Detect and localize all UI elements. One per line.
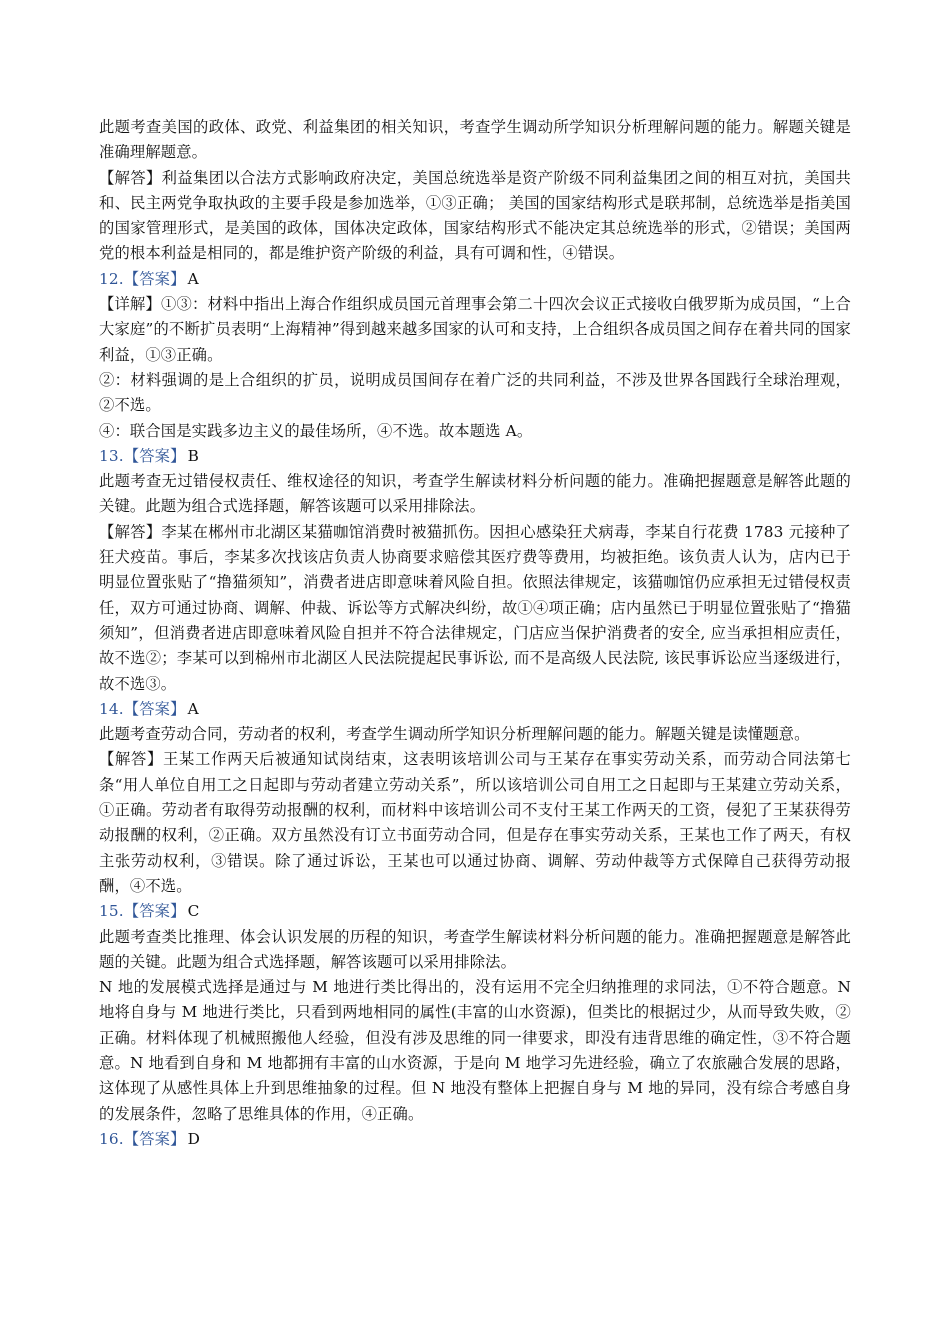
question-number: 12. (99, 269, 124, 288)
question-number: 15. (99, 902, 124, 921)
paragraph: 【详解】①③：材料中指出上海合作组织成员国元首理事会第二十四次会议正式接收白俄罗斯为成员国，“上合大家庭”的不断扩员表明“上海精神”得到越来越多国家的认可和支持，上合组织各成员国之间存在着共同的国家利益，①③正确。 (99, 295, 851, 364)
paragraph: ④：联合国是实践多边主义的最佳场所，④不选。故本题选 A。 (99, 421, 533, 440)
paragraph: 【解答】李某在郴州市北湖区某猫咖馆消费时被猫抓伤。因担心感染狂犬病毒，李某自行花费 1783 元接种了狂犬疫苗。事后，李某多次找该店负责人协商要求赔偿其医疗费等费用，均被拒绝。该负责人认为，店内已于明显位置张贴了“撸猫须知”，消费者进店即意味着风险自担。依照法律规定，该猫咖馆仍应承担无过错侵权责任，双方可通过协商、调解、仲裁、诉讼等方式解决纠纷，故①④项正确；店内虽然已于明显位置张贴了“撸猫须知”，但消费者进店即意味着风险自担并不符合法律规定，门店应当保护消费者的安全, 应当承担相应责任，故不选②；李某可以到棉州市北湖区人民法院提起民事诉讼, 而不是高级人民法院, 该民事诉讼应当逐级进行，故不选③。 (99, 522, 851, 693)
answer-value: A (187, 699, 199, 718)
paragraph: N 地的发展模式选择是通过与 M 地进行类比得出的，没有运用不完全归纳推理的求同法，①不符合题意。N 地将自身与 M 地进行类比，只看到两地相同的属性(丰富的山水资源)，但类比的根据过少，从而导致失败，②正确。材料体现了机械照搬他人经验，但没有涉及思维的同一律要求，即没有违背思维的确定性，③不符合题意。N 地看到自身和 M 地都拥有丰富的山水资源，于是向 M 地学习先进经验，确立了农旅融合发展的思路，这体现了从感性具体上升到思维抽象的过程。但 N 地没有整体上把握自身与 M 地的异同，没有综合考感自身的发展条件，忽略了思维具体的作用，④正确。 (99, 978, 851, 1123)
paragraph: 【解答】利益集团以合法方式影响政府决定，美国总统选举是资产阶级不同利益集团之间的相互对抗，美国共和、民主两党争取执政的主要手段是参加选举，①③正确； 美国的国家结构形式是联邦制，总统选举是指美国的国家管理形式，是美国的政体，国体决定政体，国家结构形式不能决定其总统选举的形式，②错误；美国两党的根本利益是相同的，都是维护资产阶级的利益，具有可调和性，④错误。 (99, 168, 851, 263)
question-12-answer (99, 267, 851, 292)
paragraph: ②：材料强调的是上合组织的扩员，说明成员国间存在着广泛的共同利益，不涉及世界各国践行全球治理观，②不选。 (99, 370, 851, 415)
answer-tag: 【答案】 (123, 902, 186, 921)
answer-value: D (187, 1129, 200, 1148)
answer-value: B (187, 446, 199, 465)
paragraph: 【解答】王某工作两天后被通知试岗结束，这表明该培训公司与王某存在事实劳动关系，而劳动合同法第七条“用人单位自用工之日起即与劳动者建立劳动关系”，所以该培训公司自用工之日起即与王某建立劳动关系，①正确。劳动者有取得劳动报酬的权利，而材料中该培训公司不支付王某工作两天的工资，侵犯了王某获得劳动报酬的权利，②正确。双方虽然没有订立书面劳动合同，但是存在事实劳动关系，王某也工作了两天，有权主张劳动权利，③错误。除了通过诉讼，王某也可以通过协商、调解、劳动仲裁等方式保障自己获得劳动报酬，④不选。 (99, 750, 851, 895)
paragraph: 此题考查无过错侵权责任、维权途径的知识，考查学生解读材料分析问题的能力。准确把握题意是解答此题的关键。此题为组合式选择题，解答该题可以采用排除法。 (99, 472, 851, 516)
question-number: 14. (99, 699, 124, 718)
paragraph: 此题考查美国的政体、政党、利益集团的相关知识，考查学生调动所学知识分析理解问题的能力。解题关键是准确理解题意。 (99, 118, 851, 162)
answer-tag: 【答案】 (123, 699, 186, 718)
answer-value: C (187, 902, 200, 921)
answer-value: A (187, 269, 199, 288)
paragraph: 此题考查劳动合同，劳动者的权利，考查学生调动所学知识分析理解问题的能力。解题关键是读懂题意。 (99, 725, 810, 744)
question-13-answer (99, 444, 851, 469)
answer-explanations (99, 115, 851, 1152)
question-14-answer (99, 697, 851, 722)
answer-tag: 【答案】 (123, 269, 186, 288)
answer-tag: 【答案】 (123, 446, 186, 465)
question-15-answer (99, 899, 851, 924)
question-number: 16. (99, 1129, 124, 1148)
paragraph: 此题考查类比推理、体会认识发展的历程的知识，考查学生解读材料分析问题的能力。准确把握题意是解答此题的关键。此题为组合式选择题，解答该题可以采用排除法。 (99, 927, 851, 971)
answer-tag: 【答案】 (123, 1129, 186, 1148)
question-16-answer (99, 1127, 851, 1152)
question-number: 13. (99, 446, 124, 465)
